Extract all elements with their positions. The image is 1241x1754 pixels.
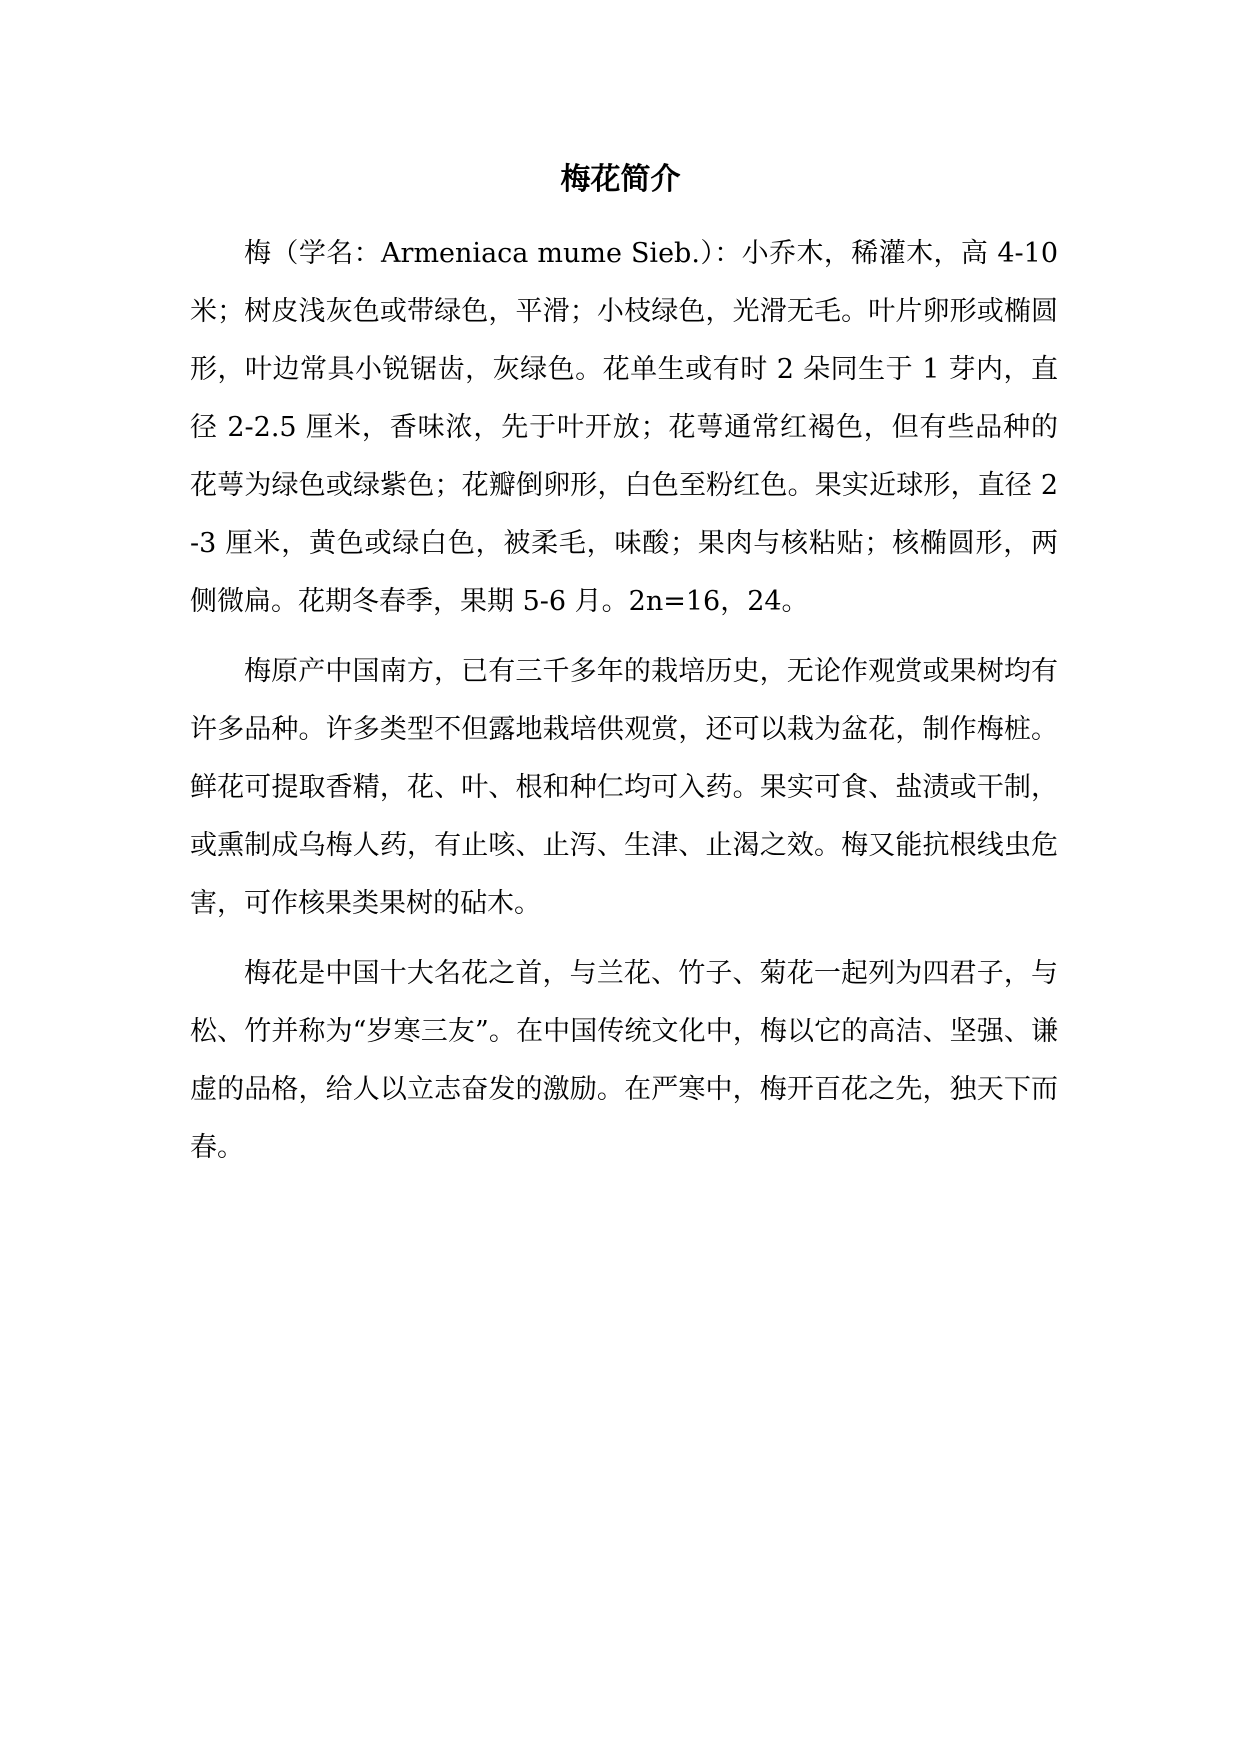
document-title: 梅花简介 bbox=[560, 162, 681, 197]
document-body bbox=[190, 225, 1058, 1189]
paragraph-description: 梅（学名：Armeniaca mume Sieb.）：小乔木，稀灌木，高 4-10 米；树皮浅灰色或带绿色，平滑；小枝绿色，光滑无毛。叶片卵形或椭圆形，叶边常具小锐锯齿，灰绿色。花单生或有时 2 朵同生于 1 芽内，直径 2-2.5 厘米，香味浓，先于叶开放；花萼通常红褐色，但有些品种的花萼为绿色或绿紫色；花瓣倒卵形，白色至粉红色。果实近球形，直径 2-3 厘米，黄色或绿白色，被柔毛，味酸；果肉与核粘贴；核椭圆形，两侧微扁。花期冬春季，果期 5-6 月。2n=16，24。 bbox=[190, 238, 1058, 617]
paragraph-cultivation: 梅原产中国南方，已有三千多年的栽培历史，无论作观赏或果树均有许多品种。许多类型不但露地栽培供观赏，还可以栽为盆花，制作梅桩。鲜花可提取香精，花、叶、根和种仁均可入药。果实可食、盐渍或干制，或熏制成乌梅人药，有止咳、止泻、生津、止渴之效。梅又能抗根线虫危害，可作核果类果树的砧木。 bbox=[190, 656, 1058, 919]
paragraph-culture: 梅花是中国十大名花之首，与兰花、竹子、菊花一起列为四君子，与松、竹并称为“岁寒三友”。在中国传统文化中，梅以它的高洁、坚强、谦虚的品格，给人以立志奋发的激励。在严寒中，梅开百花之先，独天下而春。 bbox=[190, 958, 1058, 1163]
